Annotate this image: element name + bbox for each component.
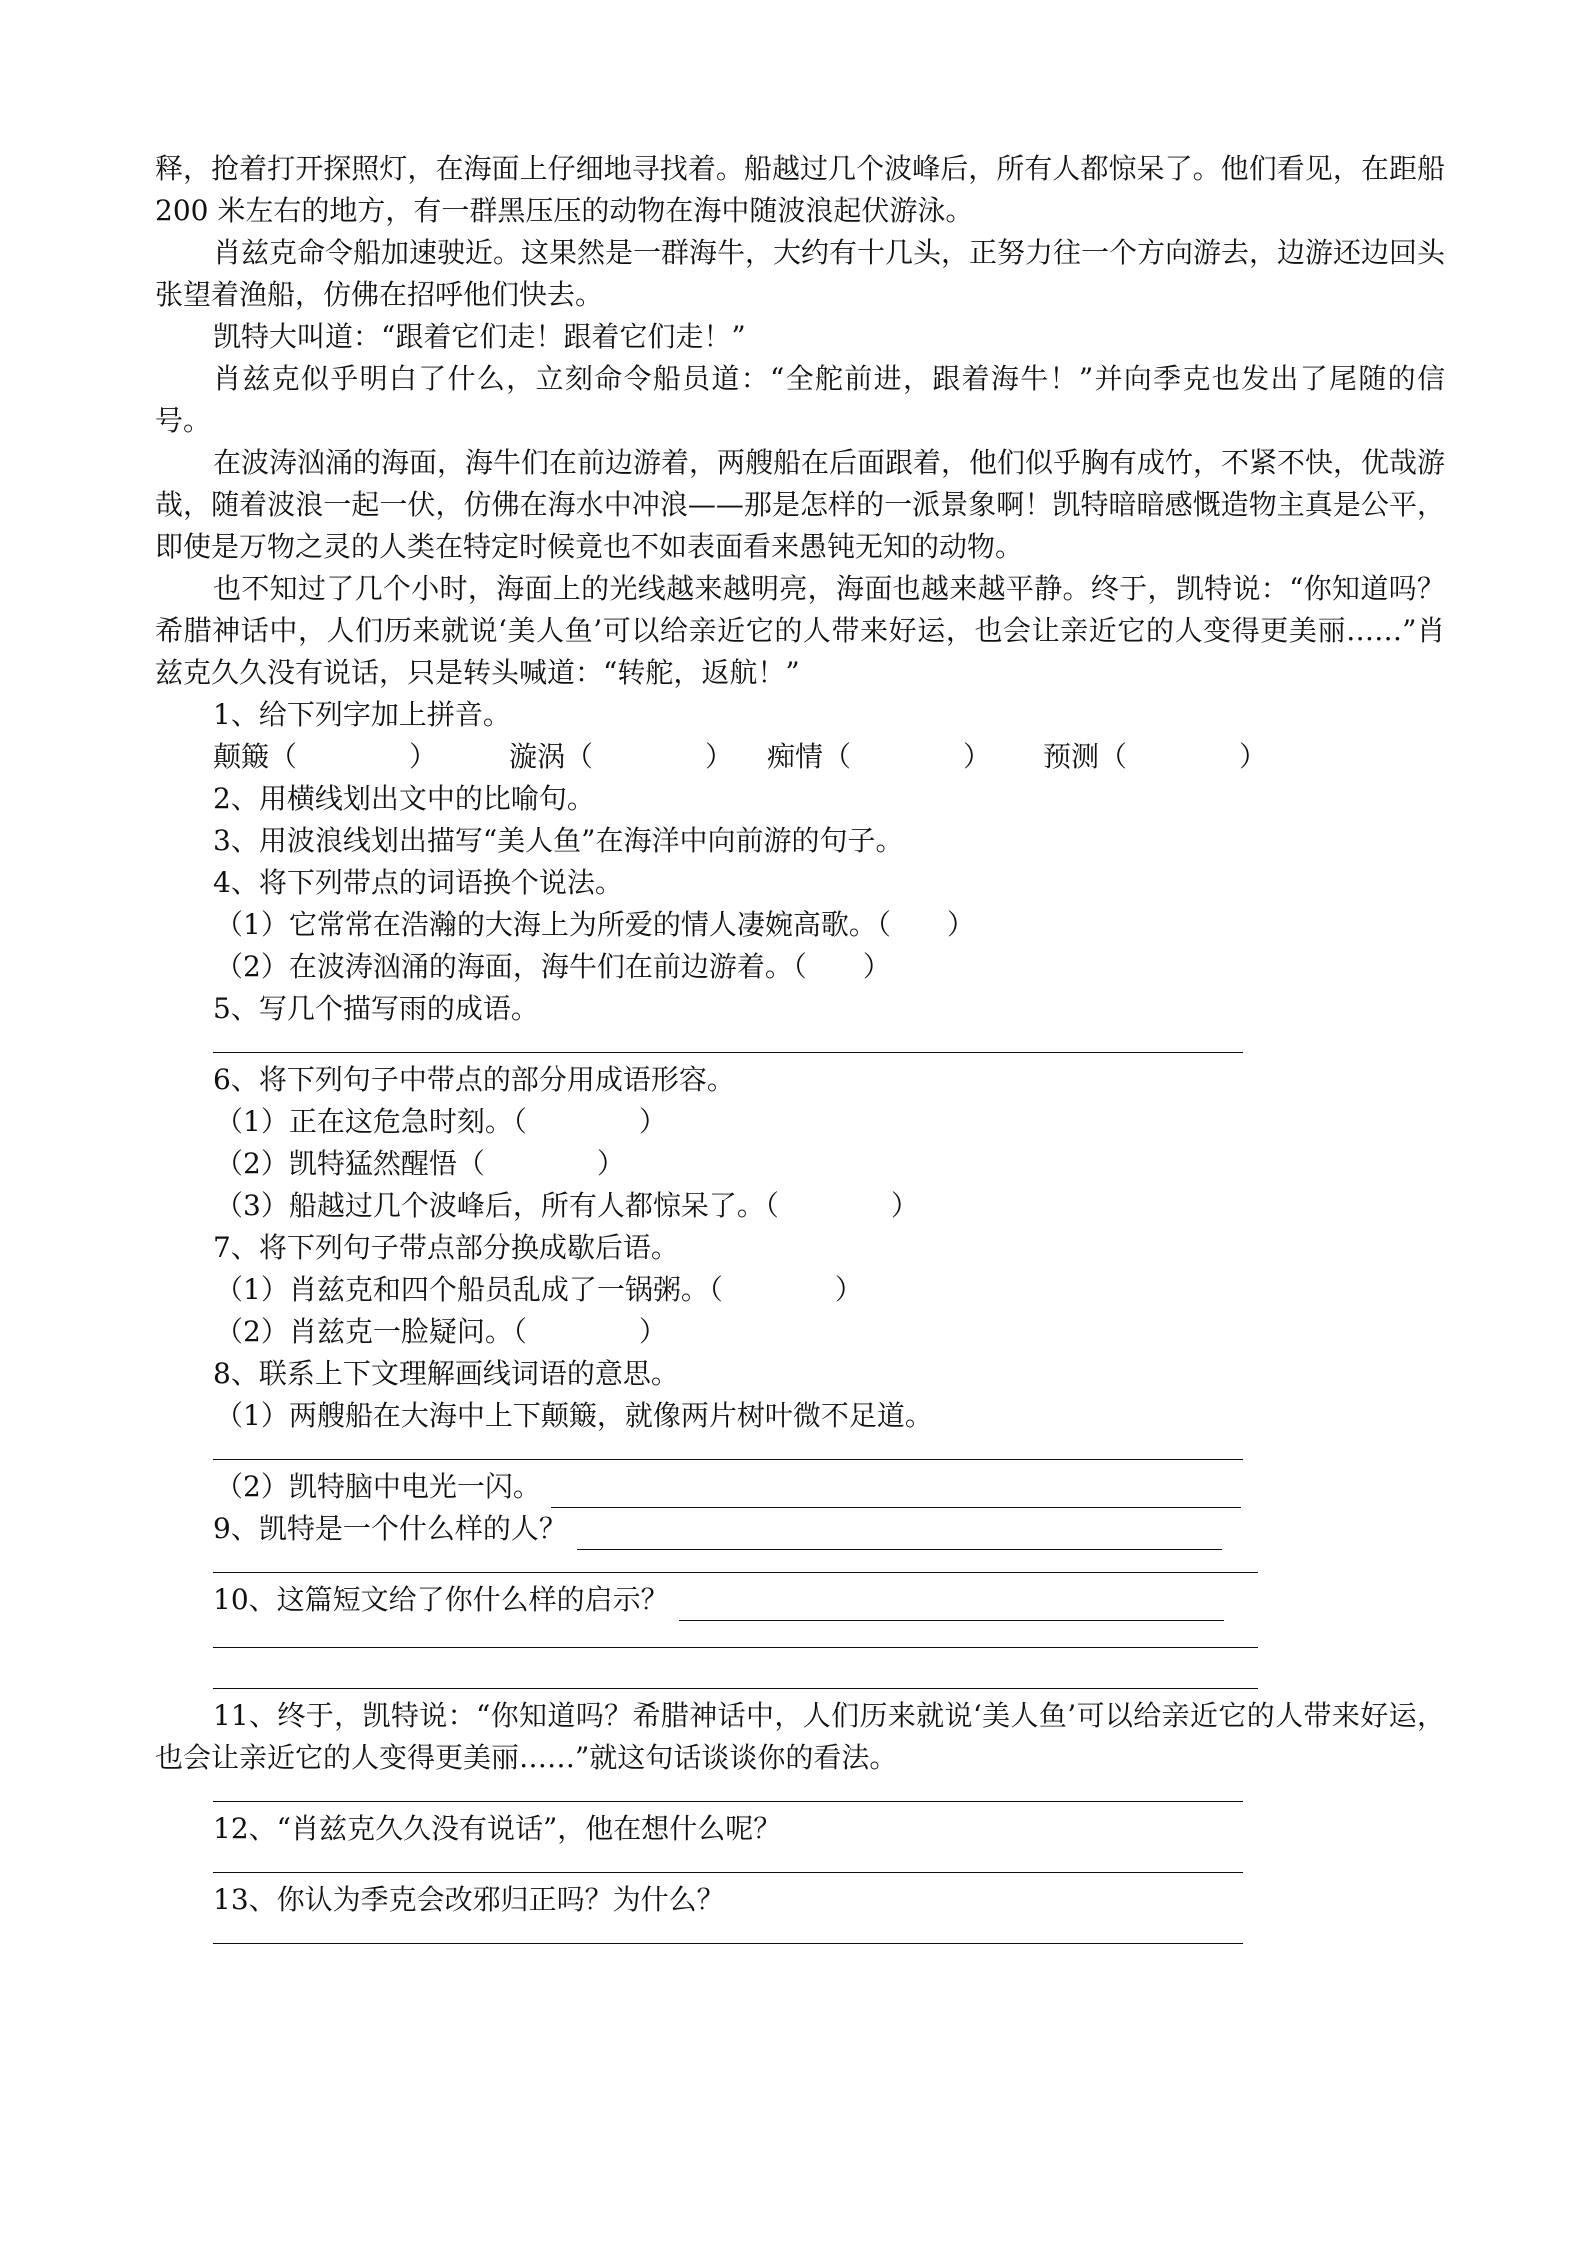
answer-line[interactable] — [213, 1647, 1258, 1648]
passage-paragraph-1: 释，抢着打开探照灯，在海面上仔细地寻找着。船越过几个波峰后，所有人都惊呆了。他们看见，在距船 200 米左右的地方，有一群黑压压的动物在海中随波浪起伏游泳。 — [155, 152, 1445, 227]
question-11: 11、终于，凯特说：“你知道吗？希腊神话中，人们历来就说‘美人鱼’可以给亲近它的人带来好运，也会让亲近它的人变得更美丽……”就这句话谈谈你的看法。 — [155, 1699, 1445, 1774]
question-4-item-2: （2）在波涛汹涌的海面，海牛们在前边游着。（ ） — [215, 950, 891, 983]
answer-line[interactable] — [213, 1688, 1258, 1689]
pinyin-item-1: 颠簸（ ） — [213, 740, 438, 773]
answer-line[interactable] — [213, 1459, 1243, 1460]
passage-paragraph-3: 凯特大叫道：“跟着它们走！跟着它们走！” — [213, 320, 746, 353]
answer-line[interactable] — [213, 1052, 1243, 1053]
answer-line[interactable] — [213, 1943, 1243, 1944]
question-6-item-3: （3）船越过几个波峰后，所有人都惊呆了。（ ） — [215, 1189, 919, 1222]
question-10-row — [155, 1579, 1445, 1621]
answer-line[interactable] — [213, 1872, 1243, 1873]
answer-line[interactable] — [551, 1477, 1241, 1508]
question-7: 7、将下列句子带点部分换成歇后语。 — [213, 1231, 679, 1264]
answer-line[interactable] — [679, 1590, 1224, 1621]
passage-paragraph-2: 肖兹克命令船加速驶近。这果然是一群海牛，大约有十几头，正努力往一个方向游去，边游还边回头张望着渔船，仿佛在招呼他们快去。 — [155, 236, 1446, 311]
question-7-item-1: （1）肖兹克和四个船员乱成了一锅粥。（ ） — [215, 1273, 863, 1306]
question-8: 8、联系上下文理解画线词语的意思。 — [213, 1357, 679, 1390]
answer-line[interactable] — [577, 1519, 1222, 1550]
answer-line[interactable] — [213, 1801, 1243, 1802]
question-4-item-1: （1）它常常在浩瀚的大海上为所爱的情人凄婉高歌。（ ） — [215, 908, 975, 941]
question-9: 9、凯特是一个什么样的人？ — [213, 1512, 567, 1545]
question-1: 1、给下列字加上拼音。 — [213, 698, 511, 731]
question-13: 13、你认为季克会改邪归正吗？为什么？ — [213, 1883, 725, 1916]
question-7-item-2: （2）肖兹克一脸疑问。（ ） — [215, 1315, 667, 1348]
question-12: 12、“肖兹克久久没有说话”，他在想什么呢？ — [213, 1812, 782, 1845]
question-5: 5、写几个描写雨的成语。 — [213, 992, 539, 1025]
question-9-row — [155, 1508, 1445, 1550]
answer-line[interactable] — [213, 1572, 1258, 1573]
pinyin-items — [155, 736, 1445, 778]
question-8-item-1: （1）两艘船在大海中上下颠簸，就像两片树叶微不足道。 — [215, 1399, 933, 1432]
question-6: 6、将下列句子中带点的部分用成语形容。 — [213, 1063, 735, 1096]
passage-paragraph-5: 在波涛汹涌的海面，海牛们在前边游着，两艘船在后面跟着，他们似乎胸有成竹，不紧不快，优哉游哉，随着波浪一起一伏，仿佛在海水中冲浪——那是怎样的一派景象啊！凯特暗暗感慨造物主真是公平，即使是万物之灵的人类在特定时候竟也不如表面看来愚钝无知的动物。 — [155, 446, 1446, 563]
passage-paragraph-4: 肖兹克似乎明白了什么，立刻命令船员道：“全舵前进，跟着海牛！”并向季克也发出了尾随的信号。 — [155, 362, 1445, 437]
question-8-item-2-row — [155, 1466, 1445, 1508]
worksheet-content — [155, 148, 1445, 1950]
pinyin-item-4: 预测（ ） — [1043, 740, 1268, 773]
pinyin-item-3: 痴情（ ） — [767, 740, 992, 773]
question-6-item-1: （1）正在这危急时刻。（ ） — [215, 1105, 667, 1138]
question-10: 10、这篇短文给了你什么样的启示？ — [213, 1583, 669, 1616]
question-2: 2、用横线划出文中的比喻句。 — [213, 782, 595, 815]
question-3: 3、用波浪线划出描写“美人鱼”在海洋中向前游的句子。 — [213, 824, 904, 857]
question-6-item-2: （2）凯特猛然醒悟（ ） — [215, 1147, 625, 1180]
pinyin-item-2: 漩涡（ ） — [509, 740, 734, 773]
passage-paragraph-6: 也不知过了几个小时，海面上的光线越来越明亮，海面也越来越平静。终于，凯特说：“你知道吗？希腊神话中，人们历来就说‘美人鱼’可以给亲近它的人带来好运，也会让亲近它的人变得更美丽……”肖兹克久久没有说话，只是转头喊道：“转舵，返航！” — [155, 572, 1445, 689]
question-4: 4、将下列带点的词语换个说法。 — [213, 866, 623, 899]
question-8-item-2: （2）凯特脑中电光一闪。 — [215, 1470, 541, 1503]
